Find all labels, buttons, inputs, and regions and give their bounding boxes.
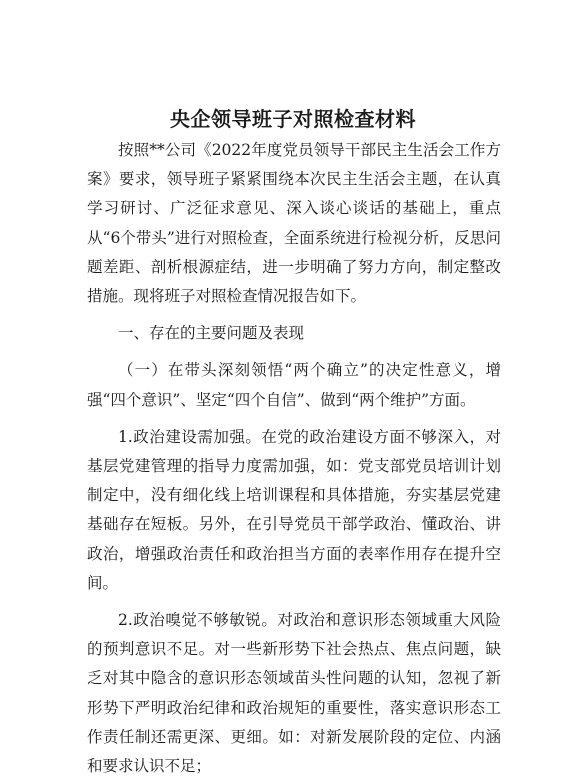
document-body	[87, 136, 501, 781]
intro-paragraph: 按照**公司《2022年度党员领导干部民主生活会工作方案》要求，领导班子紧紧围绕本次民主生活会主题，在认真学习研讨、广泛征求意见、深入谈心谈话的基础上，重点从“6个带头”进行对照检查，全面系统进行检视分析，反思问题差距、剖析根源症结，进一步明确了努力方向，制定整改措施。现将班子对照检查情况报告如下。	[87, 141, 501, 306]
item-paragraph: 2.政治嗅觉不够敏锐。对政治和意识形态领域重大风险的预判意识不足。对一些新形势下社会热点、焦点问题，缺乏对其中隐含的意识形态领域苗头性问题的认知，忽视了新形势下严明政治纪律和政治规矩的重要性，落实意识形态工作责任制还需更深、更细。如：对新发展阶段的定位、内涵和要求认识不足；	[87, 611, 501, 776]
item-paragraph: 1.政治建设需加强。在党的政治建设方面不够深入，对基层党建管理的指导力度需加强，如：党支部党员培训计划制定中，没有细化线上培训课程和具体措施，夯实基层党建基础存在短板。另外，在引导党员干部学政治、懂政治、讲政治，增强政治责任和政治担当方面的表率作用存在提升空间。	[87, 427, 501, 592]
subsection-heading: （一）在带头深刻领悟“两个确立”的决定性意义，增强“四个意识”、坚定“四个自信”、做到“两个维护”方面。	[87, 361, 501, 409]
document-title: 央企领导班子对照检查材料	[170, 107, 416, 131]
section-heading: 一、存在的主要问题及表现	[118, 324, 305, 343]
